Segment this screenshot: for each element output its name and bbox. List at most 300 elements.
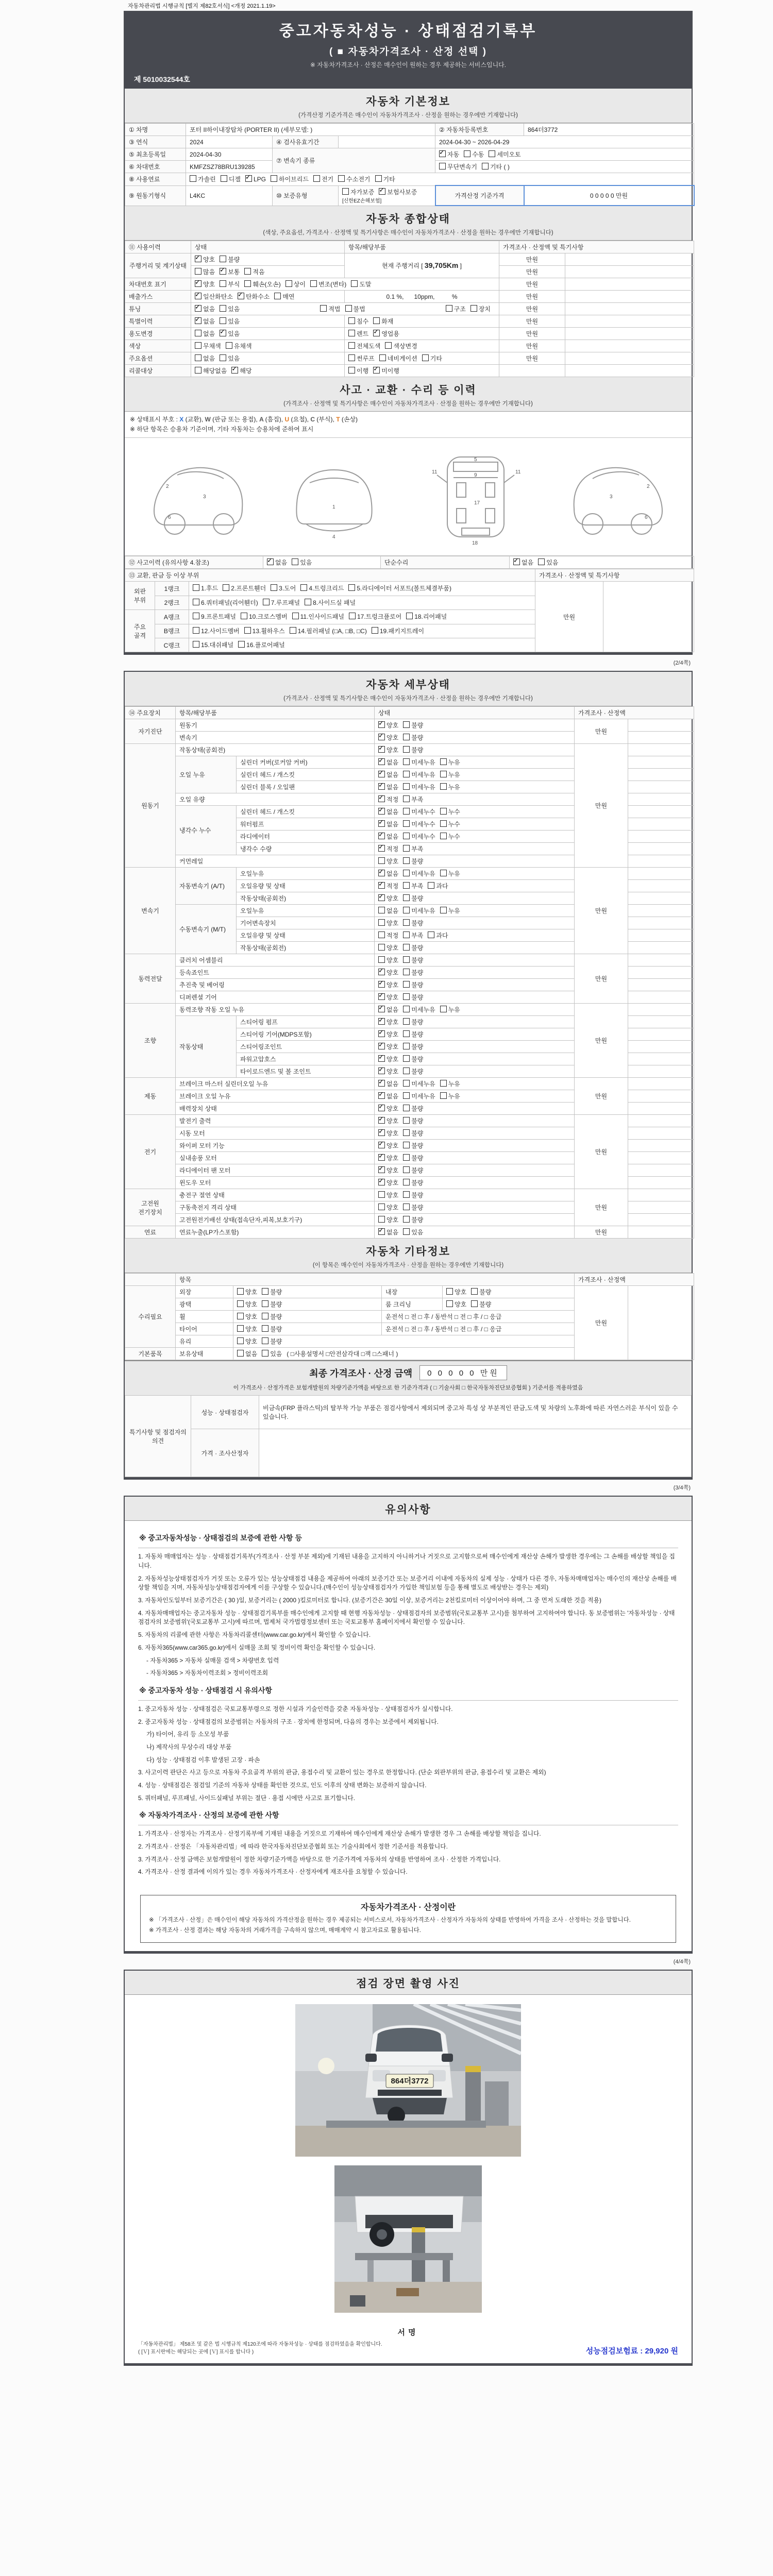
legend-note: ※ 하단 항목은 승용차 기준이며, 기타 자동차는 승용차에 준하여 표시 xyxy=(130,426,314,433)
checked-box-icon xyxy=(195,256,201,262)
device-note xyxy=(628,1078,694,1090)
device-price: 만원 xyxy=(575,954,628,1004)
base-price-value: 0 0 0 0 0 만원 xyxy=(524,185,694,206)
checked-box-icon xyxy=(220,330,226,336)
note-item: 4. 성능 · 상태점검은 점검일 기준의 자동차 상태를 확인한 것으로, 인도 이후의 상태 변화는 보증하지 않습니다. xyxy=(138,1782,427,1789)
empty-box-icon xyxy=(440,1080,447,1087)
empty-box-icon xyxy=(263,599,270,605)
device-item: 커먼레일 xyxy=(176,855,375,868)
empty-box-icon xyxy=(237,1288,244,1295)
checkbox-option: 있음 xyxy=(220,354,240,363)
checkbox-option: 미세누수 xyxy=(403,832,435,841)
empty-box-icon xyxy=(271,175,277,182)
empty-box-icon xyxy=(403,833,410,839)
empty-box-icon xyxy=(262,1325,268,1332)
mileage-item: 현재 주행거리 [ 39,705Km ] xyxy=(345,253,499,278)
device-item: 실린더 헤드 / 개스킷 xyxy=(237,769,375,781)
note-subitem: 다) 성능 · 상태점검 이후 발생된 고장 · 파손 xyxy=(146,1756,260,1764)
item-cell xyxy=(345,365,499,377)
final-price-title: 최종 가격조사 · 산정 금액 xyxy=(309,1368,413,1379)
empty-box-icon xyxy=(378,944,385,951)
device-item: 라디에이터 xyxy=(237,831,375,843)
checkbox-option: ✓ 없음 xyxy=(378,820,398,828)
state-cell xyxy=(191,328,345,340)
empty-box-icon xyxy=(471,1288,478,1295)
checkbox-option: 불량 xyxy=(403,1141,423,1150)
checkbox-option: 불량 xyxy=(403,1178,423,1187)
empty-box-icon xyxy=(320,305,327,312)
device-state xyxy=(375,1152,575,1164)
checkbox-option: ✓ 없음 xyxy=(378,770,398,779)
checkbox-option: 상이 xyxy=(285,280,306,289)
device-note xyxy=(628,1140,694,1152)
price-definition-title: 자동차가격조사 · 산정이란 xyxy=(360,1903,456,1912)
empty-box-icon xyxy=(237,1300,244,1307)
device-note xyxy=(628,991,694,1004)
checkbox-option: 불량 xyxy=(403,1104,423,1113)
empty-box-icon xyxy=(262,1350,268,1357)
usage-label: 용도변경 xyxy=(125,328,191,340)
device-state xyxy=(375,1164,575,1177)
checkbox-option: 불량 xyxy=(403,980,423,989)
checkbox-option: 적정 xyxy=(378,931,398,940)
device-note xyxy=(628,1177,694,1189)
etc-table xyxy=(125,1273,694,1360)
empty-box-icon xyxy=(403,1055,410,1062)
device-note xyxy=(628,917,694,929)
device-item: 스티어링조인트 xyxy=(237,1041,375,1053)
note-item: 1. 가격조사 · 산정자는 가격조사 · 산정기록부에 기재된 내용을 거짓으로 기재하여 매수인에게 재산상 손해가 발생한 경우 그 손해를 배상할 책임을 집니다. xyxy=(138,1830,541,1838)
mileage-state xyxy=(191,253,345,266)
checkbox-option: 전기 xyxy=(313,175,333,183)
device-note xyxy=(628,793,694,806)
empty-box-icon xyxy=(403,1142,410,1148)
checked-box-icon xyxy=(378,1080,385,1087)
wheel-positions: 운전석 □ 전 □ 후 / 동반석 □ 전 □ 후 / □ 응급 xyxy=(382,1311,575,1323)
page-4-footer: (4/4쪽) xyxy=(673,1958,691,1965)
part-checkbox-item: 16.플로어패널 xyxy=(238,640,285,650)
checkbox-option: 유채색 xyxy=(226,342,252,350)
device-state xyxy=(375,868,575,880)
empty-box-icon xyxy=(403,857,410,864)
checkbox-option: 양호 xyxy=(446,1300,466,1309)
simple-repair-label: 단순수리 xyxy=(381,556,510,569)
checkbox-option: ✓ 양호 xyxy=(378,993,398,1002)
checkbox-option: 불량 xyxy=(403,1030,423,1039)
device-state xyxy=(375,1214,575,1226)
etc-corner-cell xyxy=(125,1274,176,1286)
device-state xyxy=(375,719,575,732)
part-checkbox-item: 14.필러패널 (□A, □B, □C) xyxy=(290,626,367,636)
device-item: 스티어링 펌프 xyxy=(237,1016,375,1028)
device-subgroup: 냉각수 누수 xyxy=(176,806,237,855)
glass-label: 유리 xyxy=(176,1335,233,1348)
checked-box-icon xyxy=(267,558,274,565)
checkbox-option: ✓ 양호 xyxy=(378,721,398,730)
state-merged xyxy=(191,278,499,291)
device-note xyxy=(628,818,694,831)
device-item: 브레이크 마스터 실린더오일 누유 xyxy=(176,1078,375,1090)
note-item: 1. 중고자동차 성능 · 상태점검은 국토교통부령으로 정한 시설과 기술인력을 갖춘 자동차성능 · 상태점검자가 실시합니다. xyxy=(138,1705,453,1713)
empty-box-icon xyxy=(446,1288,453,1295)
state-code-A: A xyxy=(259,416,265,423)
parts-group: 외판 부위 xyxy=(125,582,155,610)
checkbox-option: 양호 xyxy=(237,1325,257,1333)
device-note xyxy=(628,1065,694,1078)
empty-box-icon xyxy=(403,870,410,876)
note-cell xyxy=(565,291,694,303)
device-item: 발전기 출력 xyxy=(176,1115,375,1127)
part-checkbox-item: 8.사이드실 패널 xyxy=(305,598,356,608)
checkbox-option: ✓ 있음 xyxy=(220,329,240,338)
checkbox-option: 적법 xyxy=(320,304,340,313)
device-note xyxy=(628,929,694,942)
part-checkbox-item: 13.휠하우스 xyxy=(244,626,285,636)
checkbox-option: ✓ 양호 xyxy=(378,1178,398,1187)
device-note xyxy=(628,1152,694,1164)
device-item: 디퍼렌셜 기어 xyxy=(176,991,375,1004)
detail-col-device: ⑭ 주요장치 xyxy=(125,707,176,719)
part-checkbox-item: 9.프론트패널 xyxy=(193,612,236,622)
svg-text:17: 17 xyxy=(474,500,480,506)
checked-box-icon xyxy=(195,317,201,324)
checkbox-option: ✓ 없음 xyxy=(195,304,215,313)
device-note xyxy=(628,744,694,756)
checked-box-icon xyxy=(378,894,385,901)
appraiser-opinion xyxy=(259,1429,692,1477)
note-item: 3. 사고이력 판단은 사고 등으로 자동차 주요골격 부위의 판금, 용접수리 및 교환이 있는 경우로 한정합니다. (단순 외판부위의 판금, 용접수리 및 교환은 제외) xyxy=(138,1769,546,1776)
empty-box-icon xyxy=(237,1313,244,1319)
final-price-amount: 0 0 0 0 0 만원 xyxy=(419,1365,507,1380)
empty-box-icon xyxy=(428,882,434,889)
checkbox-option: 불량 xyxy=(403,1116,423,1125)
device-state xyxy=(375,756,575,769)
state-code-legend: ※ 상태표시 부호 : X (교환), W (판금 또는 용접), A (흠집), U (요철), C (부식), T (손상) ※ 하단 항목은 승용차 기준이며, 기타 자동차는 승용차에 준하여 표시 xyxy=(125,412,692,438)
checkbox-option: 적음 xyxy=(244,267,264,276)
empty-box-icon xyxy=(403,931,410,938)
empty-box-icon xyxy=(349,613,356,619)
parts-items xyxy=(189,596,535,609)
polish-label: 광택 xyxy=(176,1298,233,1311)
checked-box-icon xyxy=(378,1006,385,1012)
empty-box-icon xyxy=(403,734,410,740)
checkbox-option: 양호 xyxy=(237,1337,257,1346)
device-item: 작동상태(공회전) xyxy=(237,892,375,905)
device-item: 기어변속장치 xyxy=(237,917,375,929)
notes-section-heading: ※ 중고자동차 성능 · 상태점검 시 유의사항 xyxy=(138,1682,678,1701)
checkbox-option: 불량 xyxy=(403,1018,423,1026)
parts-rank: A랭크 xyxy=(155,610,189,624)
device-note xyxy=(628,1004,694,1016)
checkbox-option: ✓ 없음 xyxy=(378,1079,398,1088)
device-price: 만원 xyxy=(575,1189,628,1226)
parts-items xyxy=(189,610,535,624)
device-price: 만원 xyxy=(575,1115,628,1189)
empty-box-icon xyxy=(403,1043,410,1049)
checkbox-option: 세미오토 xyxy=(489,150,520,159)
model-year-label: ③ 연식 xyxy=(125,136,186,148)
empty-box-icon xyxy=(262,1288,268,1295)
device-state xyxy=(375,843,575,855)
parts-price-header: 가격조사 · 산정액 및 특기사항 xyxy=(535,569,694,582)
checkbox-option: 디젤 xyxy=(221,175,241,183)
device-item: 냉각수 수량 xyxy=(237,843,375,855)
device-item: 클러치 어셈블리 xyxy=(176,954,375,967)
inspection-period-label: ④ 검사유효기간 xyxy=(273,136,339,148)
tire-options xyxy=(233,1323,382,1335)
checkbox-option: 썬루프 xyxy=(348,354,375,363)
usage-label: 차대번호 표기 xyxy=(125,278,191,291)
device-note xyxy=(628,732,694,744)
checkbox-option: 변조(변타) xyxy=(310,280,346,289)
svg-text:3: 3 xyxy=(203,494,206,500)
note-cell xyxy=(565,365,694,377)
checkbox-option: ✓ 없음 xyxy=(267,558,287,567)
empty-box-icon xyxy=(195,354,201,361)
checkbox-option: 있음 xyxy=(538,558,558,567)
empty-box-icon xyxy=(241,613,247,619)
device-note xyxy=(628,1016,694,1028)
device-subgroup: 작동상태 xyxy=(176,1016,237,1078)
checkbox-option: 양호 xyxy=(446,1287,466,1296)
empty-box-icon xyxy=(244,268,251,275)
device-item: 파워고압호스 xyxy=(237,1053,375,1065)
engine-type-label: ⑨ 원동기형식 xyxy=(125,185,186,206)
empty-box-icon xyxy=(403,1228,410,1235)
device-state xyxy=(375,1053,575,1065)
device-note xyxy=(628,1189,694,1201)
checkbox-option: 불량 xyxy=(403,1067,423,1076)
checkbox-option: ✓ 양호 xyxy=(378,733,398,742)
first-reg-date-value: 2024-04-30 xyxy=(186,148,273,161)
device-state xyxy=(375,991,575,1004)
empty-box-icon xyxy=(471,1300,478,1307)
empty-box-icon xyxy=(262,1313,268,1319)
device-note xyxy=(628,942,694,954)
checkbox-option: ✓ 양호 xyxy=(378,894,398,903)
checkbox-option: ✓ 양호 xyxy=(378,1030,398,1039)
price-cell: 만원 xyxy=(499,278,565,291)
empty-box-icon xyxy=(244,627,251,634)
checkbox-option: 불량 xyxy=(403,1129,423,1138)
svg-text:6: 6 xyxy=(644,514,648,520)
note-subitem: 나) 제작사의 무상수리 대상 부품 xyxy=(146,1743,232,1751)
empty-box-icon xyxy=(489,150,495,157)
checkbox-option: 양호 xyxy=(378,943,398,952)
device-note xyxy=(628,769,694,781)
checked-box-icon xyxy=(378,795,385,802)
device-subgroup: 수동변속기 (M/T) xyxy=(176,905,237,954)
empty-box-icon xyxy=(403,820,410,827)
empty-box-icon xyxy=(373,317,380,324)
checkbox-option: 렌트 xyxy=(348,329,368,338)
checkbox-option: 매연 xyxy=(274,292,294,301)
note-cell xyxy=(565,253,694,266)
device-state xyxy=(375,942,575,954)
checkbox-option: ✓ 양호 xyxy=(378,980,398,989)
svg-text:18: 18 xyxy=(472,540,478,546)
accident-history-label: ⑫ 사고이력 (유의사항 4.참조) xyxy=(125,556,263,569)
checkbox-option: ✓ 탄화수소 xyxy=(238,292,270,301)
device-group: 자기진단 xyxy=(125,719,176,744)
checked-box-icon xyxy=(378,993,385,1000)
checked-box-icon xyxy=(378,1117,385,1124)
empty-box-icon xyxy=(375,175,382,182)
device-item: 원동기 xyxy=(176,719,375,732)
device-subgroup: 오일 누유 xyxy=(176,756,237,793)
empty-box-icon xyxy=(403,746,410,753)
checked-box-icon xyxy=(231,367,238,374)
checked-box-icon xyxy=(378,1043,385,1049)
note-subitem: - 자동차365 > 자동차 실매물 검색 > 차량번호 입력 xyxy=(146,1656,279,1664)
checkbox-option: ✓ 양호 xyxy=(378,1154,398,1162)
empty-box-icon xyxy=(290,627,296,634)
checkbox-option: 누수 xyxy=(440,820,460,828)
parts-items xyxy=(189,582,535,596)
checkbox-option: ✓ 없음 xyxy=(378,1092,398,1100)
device-note xyxy=(628,756,694,769)
accident-history-table xyxy=(125,556,694,569)
empty-box-icon xyxy=(193,599,199,605)
empty-box-icon xyxy=(403,721,410,728)
device-item: 타이로드엔드 및 볼 조인트 xyxy=(237,1065,375,1078)
device-item: 오일누유 xyxy=(237,905,375,917)
checkbox-option: 수동 xyxy=(464,150,484,159)
device-state xyxy=(375,855,575,868)
document-number: 제 5010032544호 xyxy=(134,75,190,83)
checked-box-icon xyxy=(195,293,201,299)
etc-subtitle: (이 항목은 매수인이 자동차가격조사 · 산정을 원하는 경우에만 기재합니다) xyxy=(312,1262,504,1269)
checkbox-option: 불량 xyxy=(403,1203,423,1212)
checked-box-icon xyxy=(513,558,520,565)
page-1 xyxy=(124,11,693,655)
interior-options xyxy=(443,1286,575,1298)
checked-box-icon xyxy=(378,1030,385,1037)
basic-info-table xyxy=(125,123,695,206)
etc-price-note xyxy=(628,1286,694,1360)
transmission-label: ⑦ 변속기 종류 xyxy=(273,148,435,173)
checkbox-option: 기타 xyxy=(375,175,395,183)
final-price-band xyxy=(125,1360,692,1395)
checkbox-option: ✓ 양호 xyxy=(378,745,398,754)
parts-items xyxy=(189,624,535,638)
device-group: 조향 xyxy=(125,1004,176,1078)
checked-box-icon xyxy=(378,845,385,852)
checkbox-option: ✓양호 xyxy=(195,255,215,264)
checkbox-option: 구조 xyxy=(446,304,466,313)
summary-col-item: 항목/해당부품 xyxy=(345,241,499,253)
empty-box-icon xyxy=(482,163,489,170)
checkbox-option: 불량 xyxy=(403,919,423,927)
device-note xyxy=(628,1115,694,1127)
checkbox-option: 많음 xyxy=(195,267,215,276)
warranty-insurer: [신한EZ손해보험] xyxy=(342,198,382,204)
empty-box-icon xyxy=(464,150,470,157)
state-code-W: W xyxy=(205,416,213,423)
svg-text:9: 9 xyxy=(474,472,477,478)
device-state xyxy=(375,793,575,806)
device-group: 고전원 전기장치 xyxy=(125,1189,176,1226)
usage-label: 리콜대상 xyxy=(125,365,191,377)
checkbox-option: 누유 xyxy=(440,906,460,915)
empty-box-icon xyxy=(440,833,447,839)
checkbox-option: ✓ 양호 xyxy=(378,1141,398,1150)
empty-box-icon xyxy=(403,1067,410,1074)
empty-box-icon xyxy=(378,931,385,938)
usage-label: 특별이력 xyxy=(125,315,191,328)
notes-header xyxy=(125,1497,692,1521)
checkbox-option: 미세누수 xyxy=(403,820,435,828)
checked-box-icon xyxy=(373,367,380,374)
checked-box-icon xyxy=(379,188,385,195)
part-checkbox-item: 15.대쉬패널 xyxy=(193,640,233,650)
device-item: 구동축전지 격리 상태 xyxy=(176,1201,375,1214)
checked-box-icon xyxy=(373,330,380,336)
note-item: 3. 자동차인도일부터 보증기간은 ( 30 )일, 보증거리는 ( 2000 )킬로미터로 합니다. (보증기간은 30일 이상, 보증거리는 2천킬로미터 이상이어야 하며, 그 중 먼저 도래한 것을 적용) xyxy=(138,1597,601,1604)
vin-value: KMFZSZ78BRU139285 xyxy=(186,161,273,173)
checkbox-option: 미세누유 xyxy=(403,770,435,779)
device-state xyxy=(375,1189,575,1201)
checkbox-option: ✓ 없음 xyxy=(378,1005,398,1014)
reg-number-value: 864더3772 xyxy=(524,124,694,136)
empty-box-icon xyxy=(378,1204,385,1210)
device-item: 실린더 블록 / 오일팬 xyxy=(237,781,375,793)
checkbox-option: ✓ 해당 xyxy=(231,366,251,375)
empty-box-icon xyxy=(428,931,434,938)
device-state xyxy=(375,892,575,905)
warranty-options xyxy=(339,185,435,206)
empty-box-icon xyxy=(403,1166,410,1173)
checkbox-option: 있음 xyxy=(220,304,240,313)
note-item: 5. 쿼터패널, 루프패널, 사이드실패널 부위는 절단 · 용접 시에만 사고로 표기합니다. xyxy=(138,1794,356,1802)
checked-box-icon xyxy=(378,1018,385,1025)
checkbox-option: 불량 xyxy=(403,894,423,903)
signature-label: 서명 xyxy=(397,2328,419,2337)
checkbox-option: 불량 xyxy=(471,1287,491,1296)
basic-items-group: 기본품목 xyxy=(125,1348,176,1360)
transmission-options-1 xyxy=(435,148,694,161)
part-checkbox-item: 7.루프패널 xyxy=(263,598,300,608)
empty-box-icon xyxy=(195,268,201,275)
device-state xyxy=(375,1127,575,1140)
inspection-period-spacer xyxy=(339,136,435,148)
svg-text:3: 3 xyxy=(609,494,613,500)
empty-box-icon xyxy=(378,919,385,926)
parts-header: ⑬ 교환, 판금 등 이상 부위 xyxy=(125,569,535,582)
checked-box-icon xyxy=(378,783,385,790)
empty-box-icon xyxy=(406,613,413,619)
checked-box-icon xyxy=(378,1105,385,1111)
device-state xyxy=(375,1028,575,1041)
usage-label-mileage: 주행거리 및 계기상태 xyxy=(125,253,191,278)
empty-box-icon xyxy=(440,1006,447,1012)
checkbox-option: 누유 xyxy=(440,758,460,767)
checked-box-icon xyxy=(439,150,446,157)
fuel-label: ⑧ 사용연료 xyxy=(125,173,186,186)
checkbox-option: 미세누유 xyxy=(403,906,435,915)
notes-title: 유의사항 xyxy=(385,1504,431,1516)
svg-text:6: 6 xyxy=(168,514,171,520)
empty-box-icon xyxy=(538,558,545,565)
parts-rank: C랭크 xyxy=(155,638,189,652)
empty-box-icon xyxy=(193,613,199,619)
device-item: 추진축 및 베어링 xyxy=(176,979,375,991)
warranty-type-label: ⑩ 보증유형 xyxy=(273,185,339,206)
wheel-label: 휠 xyxy=(176,1311,233,1323)
empty-box-icon xyxy=(440,758,447,765)
empty-box-icon xyxy=(348,367,355,374)
empty-box-icon xyxy=(348,342,355,349)
